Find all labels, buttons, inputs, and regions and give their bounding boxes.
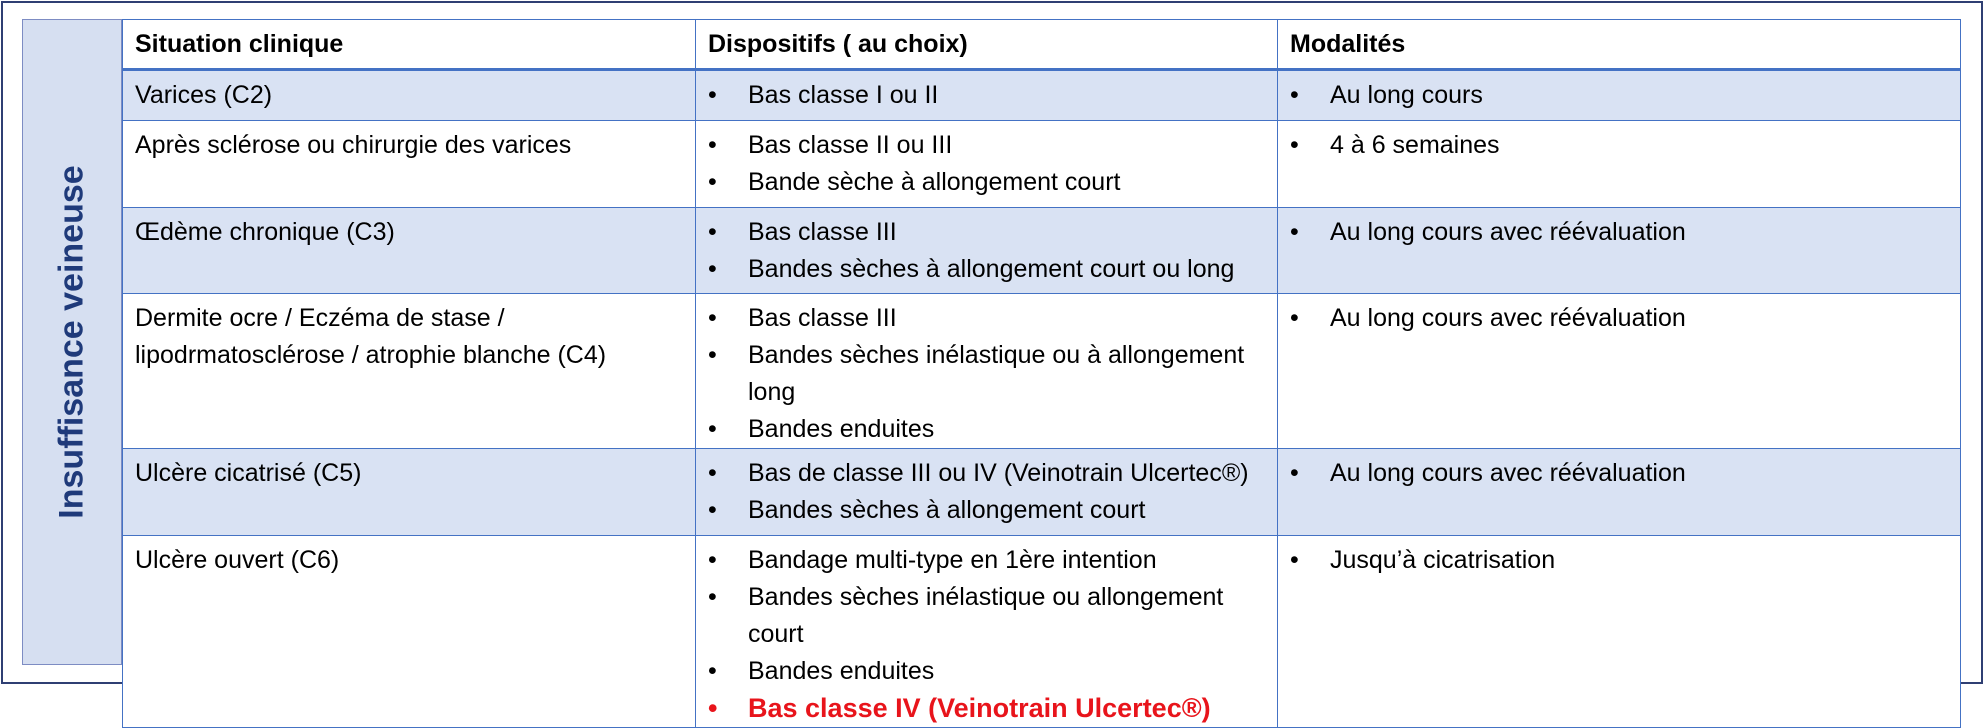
- situation-cell: [123, 70, 696, 121]
- modalites-list: [1290, 542, 1948, 579]
- dispositifs-cell: [696, 121, 1278, 208]
- dispositifs-list: [708, 300, 1265, 448]
- situation-cell: [123, 208, 696, 294]
- side-panel: [22, 19, 122, 665]
- list-item: • Au long cours: [1290, 77, 1948, 114]
- situation-cell: [123, 449, 696, 536]
- situation-text: lipodrmatosclérose / atrophie blanche (C4): [135, 341, 607, 369]
- side-label: Insuffisance veineuse: [52, 165, 91, 519]
- table-row: [123, 294, 1961, 449]
- modalites-list: [1290, 127, 1948, 164]
- list-item: • Bandes sèches à allongement court ou long: [708, 251, 1265, 288]
- list-item: • Au long cours avec réévaluation: [1290, 300, 1948, 337]
- header-modalites: Modalités: [1278, 20, 1961, 70]
- list-item: • Bas classe III: [708, 214, 1265, 251]
- situation-cell: [123, 121, 696, 208]
- list-item: • Bandes enduites: [708, 411, 1265, 448]
- dispositifs-cell: [696, 294, 1278, 449]
- header-dispositifs: Dispositifs ( au choix): [696, 20, 1278, 70]
- list-item: • Bandes enduites: [708, 653, 1265, 690]
- list-item: • Bandes sèches inélastique ou à allongement long: [708, 337, 1265, 411]
- modalites-cell: [1278, 208, 1961, 294]
- highlighted-list-item: • Bas classe IV (Veinotrain Ulcertec®): [708, 690, 1265, 727]
- list-item: • Au long cours avec réévaluation: [1290, 455, 1948, 492]
- table-row: [123, 208, 1961, 294]
- list-item: • Jusqu’à cicatrisation: [1290, 542, 1948, 579]
- table-row: [123, 121, 1961, 208]
- list-item: • 4 à 6 semaines: [1290, 127, 1948, 164]
- table-row: [123, 536, 1961, 728]
- list-item: • Au long cours avec réévaluation: [1290, 214, 1948, 251]
- situation-text: Après sclérose ou chirurgie des varices: [135, 131, 572, 159]
- situation-cell: [123, 294, 696, 449]
- dispositifs-list: [708, 542, 1265, 727]
- compression-table: [122, 19, 1961, 728]
- dispositifs-list: [708, 77, 1265, 114]
- list-item: • Bandes sèches à allongement court: [708, 492, 1265, 529]
- modalites-cell: [1278, 536, 1961, 728]
- situation-text: Varices (C2): [135, 81, 273, 109]
- modalites-cell: [1278, 121, 1961, 208]
- table-row: [123, 449, 1961, 536]
- table-row: [123, 70, 1961, 121]
- dispositifs-cell: [696, 536, 1278, 728]
- modalites-cell: [1278, 294, 1961, 449]
- dispositifs-cell: [696, 449, 1278, 536]
- list-item: • Bas de classe III ou IV (Veinotrain Ulcertec®): [708, 455, 1265, 492]
- modalites-cell: [1278, 449, 1961, 536]
- header-situation: Situation clinique: [123, 20, 696, 70]
- modalites-list: [1290, 77, 1948, 114]
- list-item: • Bas classe I ou II: [708, 77, 1265, 114]
- list-item: • Bande sèche à allongement court: [708, 164, 1265, 201]
- modalites-cell: [1278, 70, 1961, 121]
- modalites-list: [1290, 214, 1948, 251]
- list-item: • Bas classe II ou III: [708, 127, 1265, 164]
- dispositifs-list: [708, 455, 1265, 529]
- situation-text: Ulcère cicatrisé (C5): [135, 459, 362, 487]
- situation-text: Œdème chronique (C3): [135, 218, 395, 246]
- situation-cell: [123, 536, 696, 728]
- list-item: • Bas classe III: [708, 300, 1265, 337]
- situation-text: Dermite ocre / Eczéma de stase /: [135, 304, 505, 332]
- dispositifs-cell: [696, 70, 1278, 121]
- dispositifs-cell: [696, 208, 1278, 294]
- modalites-list: [1290, 300, 1948, 337]
- header-row: [123, 20, 1961, 70]
- dispositifs-list: [708, 127, 1265, 201]
- modalites-list: [1290, 455, 1948, 492]
- list-item: • Bandes sèches inélastique ou allongement court: [708, 579, 1265, 653]
- list-item: • Bandage multi-type en 1ère intention: [708, 542, 1265, 579]
- situation-text: Ulcère ouvert (C6): [135, 546, 340, 574]
- dispositifs-list: [708, 214, 1265, 288]
